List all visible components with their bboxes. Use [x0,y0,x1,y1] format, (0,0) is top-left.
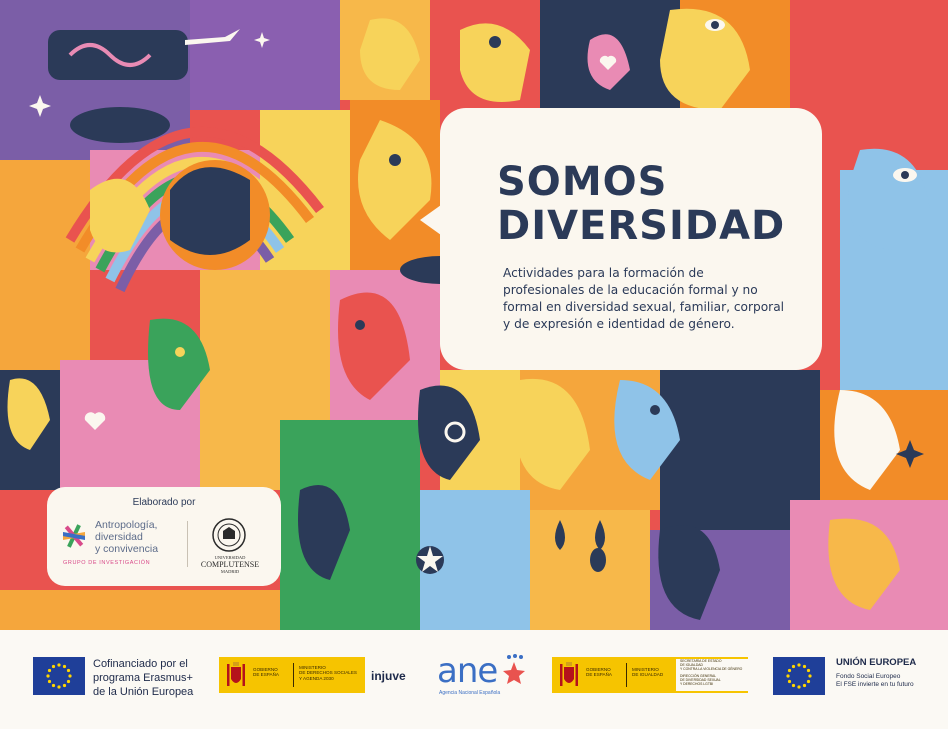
anthropology-group-name [95,519,158,555]
gov-line: Y CONTRA LA VIOLENCIA DE GÉNERO [680,666,743,671]
research-group-label: GRUPO DE INVESTIGACIÓN [63,560,151,566]
secretaria-text [680,660,742,672]
gov-line: SECRETARÍA DE ESTADO [680,659,722,663]
credit-label: Elaborado por [132,497,196,508]
anthropology-group-logo-icon [63,524,85,548]
ucm-line: MADRID [220,569,240,574]
subtitle [503,265,803,333]
gov-line: DE ESPAÑA [253,672,279,678]
fse-line: El FSE invierte en tu futuro [836,681,914,688]
anthro-line: y convivencia [95,543,159,555]
subtitle-line: Actividades para la formación de [503,266,704,280]
gov-line: DE DIVERSIDAD SEXUAL [680,677,721,682]
gobierno-text [253,667,279,678]
anthro-line: Antropología, [95,519,158,531]
ane-wordmark: ane [437,651,498,691]
gov-line: DIRECCIÓN GENERAL [680,674,717,678]
gov-line: MINISTERIO [632,667,659,672]
gov-line: GOBIERNO [586,667,611,672]
anthro-line: diversidad [95,531,143,543]
eu-fse-text [836,673,914,689]
gov-line: Y DERECHOS LGTBI [680,681,714,686]
erasmus-line: Cofinanciado por el [93,658,188,670]
subtitle-line: profesionales de la educación formal y no [503,283,758,297]
injuve-logo: injuve [371,669,406,683]
gov-line: DE DERECHOS SOCIALES [299,670,357,676]
eu-flag-icon [33,657,85,695]
ane-tagline: Agencia Nacional Española [439,690,501,696]
ane-logo [437,652,529,700]
fse-line: Fondo Social Europeo [836,673,901,680]
gov-injuve-logo [219,657,415,693]
subtitle-line: formal en diversidad sexual, familiar, corporal [503,300,785,314]
divider [187,521,188,567]
subtitle-line: y de expresión e identidad de género. [503,317,735,331]
gov-igualdad-logo [552,657,748,693]
eu-title: UNIÓN EUROPEA [836,657,917,668]
gov-line: GOBIERNO [253,667,278,672]
university-name [191,554,269,575]
ministerio-text [632,667,663,678]
secretaria-panel [676,659,748,691]
gov-line: Y AGENDA 2030 [299,675,334,681]
sponsors-footer [0,630,948,729]
gov-line: DE IGUALDAD [632,672,664,678]
spain-coat-of-arms-icon [560,662,578,688]
university-crest-icon [211,517,247,553]
ministerio-text [299,665,357,681]
erasmus-line: programa Erasmus+ [93,672,193,684]
erasmus-cofunding-text [93,657,193,699]
direccion-text [680,675,721,687]
gov-line: MINISTERIO [299,665,326,670]
eu-flag-icon [773,657,825,695]
gov-line: DE IGUALDAD [680,662,703,667]
page-title [497,160,785,248]
credits-box [47,487,281,586]
divider [626,663,627,687]
ucm-line: COMPLUTENSE [200,560,260,569]
title-line-1: SOMOS [497,159,668,205]
title-line-2: DIVERSIDAD [497,203,786,249]
divider [293,663,294,687]
erasmus-line: de la Unión Europea [93,686,194,698]
spain-coat-of-arms-icon [227,662,245,688]
ane-star-icon [501,654,527,684]
ucm-line: UNIVERSIDAD [214,555,246,560]
gov-line: DE ESPAÑA [586,672,612,678]
gobierno-text [586,667,612,678]
